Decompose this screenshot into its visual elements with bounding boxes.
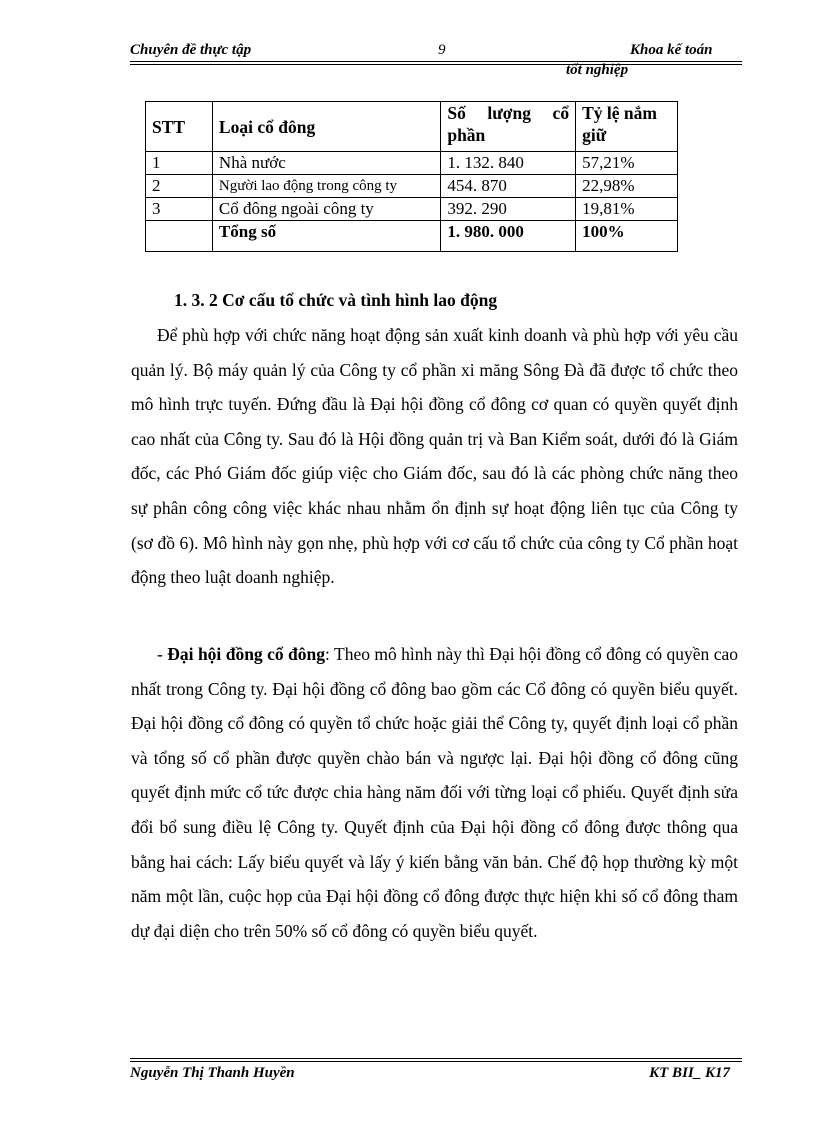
cell-ratio: 100% (576, 221, 678, 252)
header-title: Chuyên đề thực tập (130, 42, 252, 58)
table-row (146, 198, 678, 221)
page-number: 9 (438, 42, 446, 58)
footer-class-code: KT BII_ K17 (649, 1065, 730, 1081)
cell-stt (146, 221, 213, 252)
section-heading: 1. 3. 2 Cơ cấu tổ chức và tình hình lao động (174, 290, 498, 310)
column-header-ratio: Tỷ lệ nắm giữ (576, 102, 678, 152)
cell-ratio: 22,98% (576, 175, 678, 198)
column-header-quantity: Số lượng cổ phần (441, 102, 576, 152)
page-header (130, 40, 742, 84)
cell-quantity: 1. 132. 840 (441, 152, 576, 175)
footer-rule (130, 1061, 742, 1062)
cell-quantity: 454. 870 (441, 175, 576, 198)
cell-ratio: 19,81% (576, 198, 678, 221)
body-paragraph-shareholders (131, 637, 738, 948)
cell-stt: 1 (146, 152, 213, 175)
shareholder-table (145, 101, 678, 252)
column-header-type: Loại cổ đông (212, 102, 440, 152)
term-general-meeting: Đại hội đồng cổ đông (167, 644, 326, 664)
paragraph-body: : Theo mô hình này thì Đại hội đồng cổ đông có quyền cao nhất trong Công ty. Đại hội đồng cổ đông bao gồm các Cổ đông có quyền biểu quyết. Đại hội đồng cổ đông có quyền tổ chức hoặc giải thể Công ty, quyết định loại cổ phần và tổng số cổ phần được quyền chào bán và ngược lại. Đại hội đồng cổ đông cũng quyết định mức cổ tức được chia hàng năm đối với từng loại cổ phiếu. Quyết định sửa đổi bổ sung điều lệ Công ty. Quyết định của Đại hội đồng cổ đông được thông qua bằng hai cách: Lấy biểu quyết và lấy ý kiến bằng văn bản. Chế độ họp thường kỳ một năm một lần, cuộc họp của Đại hội đồng cổ đông được thực hiện khi số cổ đông tham dự đại diện cho trên 50% số cổ đông có quyền biểu quyết. (131, 644, 739, 941)
body-paragraph: Để phù hợp với chức năng hoạt động sản xuất kinh doanh và phù hợp với yêu cầu quản lý. Bộ máy quản lý của Công ty cổ phần xi măng Sông Đà đã được tổ chức theo mô hình trực tuyến. Đứng đầu là Đại hội đồng cổ đông cơ quan có quyền quyết định cao nhất của Công ty. Sau đó là Hội đồng quản trị và Ban Kiểm soát, dưới đó là Giám đốc, các Phó Giám đốc giúp việc cho Giám đốc, sau đó là các phòng chức năng theo sự phân công công việc khác nhau nhằm ổn định sự hoạt động liên tục của Công ty (sơ đồ 6). Mô hình này gọn nhẹ, phù hợp với cơ cấu tổ chức của công ty Cổ phần hoạt động theo luật doanh nghiệp. (131, 325, 738, 588)
header-rule-thin (130, 64, 742, 65)
cell-stt: 3 (146, 198, 213, 221)
table-row (146, 175, 678, 198)
cell-quantity: 392. 290 (441, 198, 576, 221)
header-department: Khoa kế toán (630, 42, 713, 58)
table-row (146, 152, 678, 175)
cell-type: Nhà nước (212, 152, 440, 175)
paragraph-lead: - (157, 644, 168, 664)
header-department-line2: tốt nghiệp (566, 62, 629, 78)
cell-type: Cổ đông ngoài công ty (212, 198, 440, 221)
cell-type: Người lao động trong công ty (212, 175, 440, 198)
column-header-stt: STT (146, 102, 213, 152)
cell-type: Tổng số (212, 221, 440, 252)
cell-ratio: 57,21% (576, 152, 678, 175)
cell-quantity: 1. 980. 000 (441, 221, 576, 252)
header-rule (130, 61, 742, 62)
footer-rule-thin (130, 1058, 742, 1059)
footer-author: Nguyễn Thị Thanh Huyền (130, 1065, 295, 1081)
table-total-row (146, 221, 678, 252)
cell-stt: 2 (146, 175, 213, 198)
